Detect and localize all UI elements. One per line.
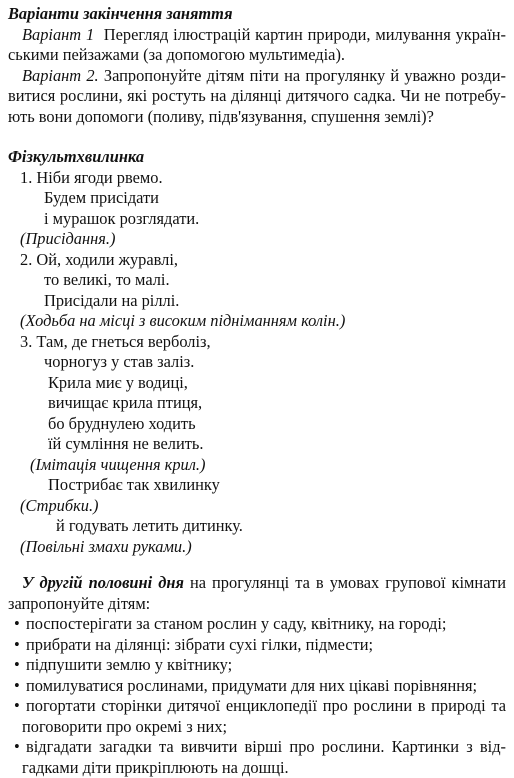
- variant1-text: Перегляд ілюстрацій картин природи, милування україн-ськими пейзажами (за допомогою мультимедіа).: [8, 24, 506, 64]
- poem-line: Присідали на ріллі.: [44, 290, 180, 310]
- poem-line: й годувать летить дитинку.: [56, 516, 243, 535]
- poem-line: бо бруднулею ходить: [48, 413, 196, 433]
- bullet-icon: •: [14, 737, 20, 756]
- bullet-icon: •: [14, 614, 20, 633]
- poem-line: Крила миє у водиці,: [48, 372, 188, 392]
- bullet-icon: •: [14, 655, 20, 674]
- list-item: [8, 676, 506, 697]
- poem-stage-direction: (Стрибки.): [20, 495, 99, 515]
- afternoon-lead: У другій половині дня: [22, 573, 184, 592]
- list-item-text: відгадати загадки та вивчити вірші про рослини. Картинки з від-гадками діти прикріплюють на дошці.: [22, 737, 506, 777]
- list-item-text: помилуватися рослинами, придумати для них цікаві порівняння;: [26, 675, 478, 695]
- bullet-icon: •: [14, 696, 20, 715]
- list-item: [8, 635, 506, 656]
- variant2-text: Запропонуйте дітям піти на прогулянку й уважно розди-витися рослини, які ростуть на ділянці дитячого садка. Чи не потребу-ють вони допомоги (поливу, підв'язування, спушення землі)?: [8, 65, 506, 126]
- poem-stage-direction: (Ходьба на місці з високим підніманням колін.): [20, 311, 346, 330]
- endings-heading: Варіанти закінчення заняття: [8, 4, 233, 23]
- list-item-text: підпушити землю у квітнику;: [26, 655, 233, 674]
- poem-stage-direction: (Імітація чищення крил.): [30, 454, 206, 474]
- poem-line: чорногуз у став заліз.: [44, 352, 195, 371]
- poem-line: і мурашок розглядати.: [44, 208, 200, 228]
- list-item: [8, 614, 506, 635]
- list-item: [8, 696, 506, 737]
- afternoon-paragraph: [8, 573, 506, 614]
- variant2-label: Варіант 2.: [22, 65, 99, 85]
- bullet-icon: •: [14, 634, 20, 654]
- spacer: [8, 127, 506, 147]
- bullet-icon: •: [14, 675, 20, 695]
- poem-line: Пострибає так хвилинку: [48, 475, 220, 494]
- variant2-paragraph: [8, 66, 506, 128]
- list-item-text: прибрати на ділянці: зібрати сухі гілки, підмести;: [26, 634, 374, 654]
- poem-line: 1. Ніби ягоди рвемо.: [20, 167, 163, 187]
- poem-line: 2. Ой, ходили журавлі,: [20, 249, 178, 269]
- exercise-heading: Фізкультхвилинка: [8, 147, 145, 166]
- spacer: [8, 557, 506, 573]
- afternoon-text: на прогулянці та в умовах групової кімнати запропонуйте дітям:: [8, 573, 506, 613]
- list-item-text: поспостерігати за станом рослин у саду, квітнику, на городі;: [26, 614, 447, 633]
- list-item: [8, 655, 506, 676]
- poem-line: вичищає крила птиця,: [48, 393, 203, 412]
- variant1-paragraph: [8, 25, 506, 66]
- list-item: [8, 737, 506, 778]
- poem-line: їй сумління не велить.: [48, 434, 204, 453]
- poem-line: Будем присідати: [44, 188, 159, 207]
- poem-stage-direction: (Повільні змахи руками.): [20, 536, 192, 556]
- poem-line: то великі, то малі.: [44, 270, 170, 289]
- poem-line: 3. Там, де гнеться верболіз,: [20, 331, 211, 351]
- list-item-text: погортати сторінки дитячої енциклопедії про рослини в природі та поговорити про окремі з них;: [22, 696, 506, 736]
- poem-stage-direction: (Присідання.): [20, 229, 116, 248]
- variant1-label: Варіант 1: [22, 24, 95, 44]
